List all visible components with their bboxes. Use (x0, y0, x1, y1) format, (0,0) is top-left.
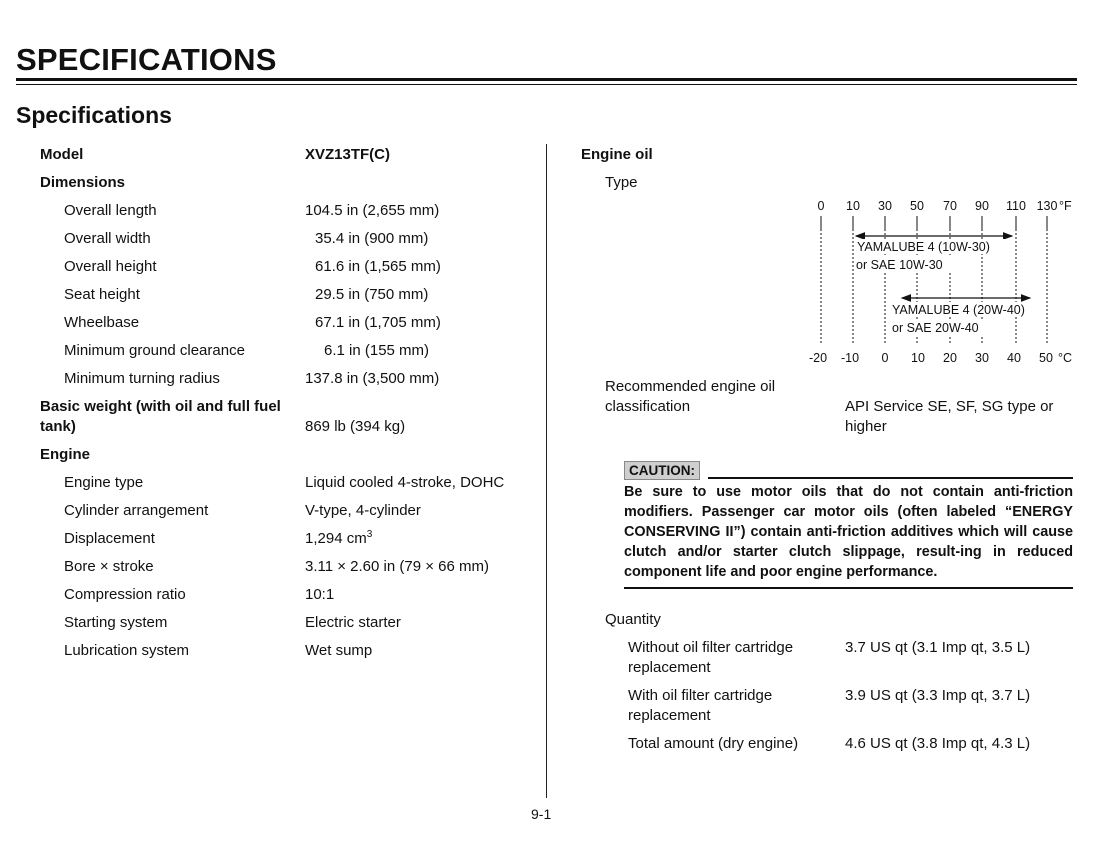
oil-viscosity-chart (800, 192, 1080, 367)
c-tick-label: 20 (943, 351, 957, 365)
spec-value: 6.1 in (155 mm) (324, 342, 430, 359)
spec-label: Overall height (64, 258, 157, 275)
spec-label: Overall length (64, 202, 157, 219)
displacement-number: 1,294 cm (305, 530, 367, 547)
c-tick-label: 0 (881, 351, 889, 365)
c-tick-label: 40 (1007, 351, 1021, 365)
spec-value: 3.11 × 2.60 in (79 × 66 mm) (305, 558, 489, 575)
spec-label: Minimum turning radius (64, 370, 220, 387)
quantity-item-label: With oil filter cartridge replacement (628, 687, 773, 724)
basic-weight-value: 869 lb (394 kg) (305, 418, 406, 435)
title-rule-thin (16, 84, 1077, 85)
caution-rule-top (708, 477, 1073, 479)
oil-1-label: YAMALUBE 4 (10W-30) (857, 240, 990, 254)
spec-value: 137.8 in (3,500 mm) (305, 370, 440, 387)
spec-value: Electric starter (305, 614, 401, 631)
displacement-value (305, 529, 372, 549)
f-tick-label: 130 (1036, 199, 1058, 213)
f-tick-label: 70 (943, 199, 957, 213)
oil-2-label: YAMALUBE 4 (20W-40) (892, 303, 1025, 317)
engine-heading: Engine (40, 446, 91, 463)
c-unit-label: °C (1058, 351, 1073, 365)
spec-label: Engine type (64, 474, 144, 491)
spec-label: Compression ratio (64, 586, 186, 603)
spec-label: Minimum ground clearance (64, 342, 245, 359)
c-tick-label: 30 (975, 351, 989, 365)
caution-rule-bottom (624, 587, 1073, 589)
spec-value: 61.6 in (1,565 mm) (315, 258, 441, 275)
f-unit-label: °F (1059, 199, 1072, 213)
spec-label: Displacement (64, 530, 155, 547)
f-tick-label: 30 (878, 199, 892, 213)
spec-value: V-type, 4-cylinder (305, 502, 421, 519)
spec-value: 35.4 in (900 mm) (315, 230, 429, 247)
f-tick-label: 110 (1006, 199, 1026, 213)
quantity-item-label: Total amount (dry engine) (628, 735, 799, 752)
spec-label: Overall width (64, 230, 151, 247)
model-value: XVZ13TF(C) (305, 146, 391, 163)
spec-label: Bore × stroke (64, 558, 154, 575)
spec-value: Liquid cooled 4-stroke, DOHC (305, 474, 505, 491)
chapter-title: SPECIFICATIONS (16, 42, 277, 77)
spec-label: Starting system (64, 614, 168, 631)
basic-weight-label: Basic weight (with oil and full fuel tank) (40, 398, 281, 435)
quantity-item-value: 3.7 US qt (3.1 Imp qt, 3.5 L) (845, 639, 1031, 656)
oil-1-sub-label: or SAE 10W-30 (856, 258, 943, 272)
f-tick-label: 50 (910, 199, 924, 213)
model-label: Model (40, 146, 84, 163)
section-title: Specifications (16, 102, 172, 128)
oil-type-label: Type (605, 174, 638, 191)
title-rule-thick (16, 78, 1077, 81)
spec-label: Seat height (64, 286, 140, 303)
quantity-item-label: Without oil filter cartridge replacement (628, 639, 794, 676)
classification-label: Recommended engine oil classification (605, 378, 776, 415)
f-tick-label: 10 (846, 199, 860, 213)
displacement-exponent: 3 (366, 529, 373, 540)
spec-label: Wheelbase (64, 314, 140, 331)
page-number: 9-1 (531, 806, 552, 822)
classification-value: API Service SE, SF, SG type or higher (845, 398, 1054, 435)
f-tick-label: 0 (817, 199, 825, 213)
c-tick-label: -20 (808, 351, 828, 365)
dimensions-heading: Dimensions (40, 174, 126, 191)
c-tick-label: -10 (840, 351, 860, 365)
caution-text: Be sure to use motor oils that do not contain anti-friction modifiers. Passenger car motor oils (often labeled “ENERGY CONSERVING II”) contain anti-friction additives which will cause clutch and/or starter clutch slippage, result-ing in reduced component life and poor engine performance. (624, 484, 1073, 580)
c-tick-label: 10 (911, 351, 925, 365)
c-tick-label: 50 (1039, 351, 1053, 365)
spec-value: 104.5 in (2,655 mm) (305, 202, 440, 219)
caution-badge: CAUTION: (624, 461, 700, 480)
oil-2-sub-label: or SAE 20W-40 (892, 321, 979, 335)
quantity-item-value: 3.9 US qt (3.3 Imp qt, 3.7 L) (845, 687, 1031, 704)
f-tick-label: 90 (975, 199, 989, 213)
quantity-item-value: 4.6 US qt (3.8 Imp qt, 4.3 L) (845, 735, 1031, 752)
column-divider (546, 144, 547, 798)
spec-value: 29.5 in (750 mm) (315, 286, 429, 303)
spec-value: 10:1 (305, 586, 335, 603)
engine-oil-heading: Engine oil (581, 146, 653, 163)
spec-label: Lubrication system (64, 642, 190, 659)
spec-value: Wet sump (305, 642, 373, 659)
quantity-label: Quantity (605, 611, 661, 628)
spec-label: Cylinder arrangement (64, 502, 209, 519)
spec-value: 67.1 in (1,705 mm) (315, 314, 441, 331)
